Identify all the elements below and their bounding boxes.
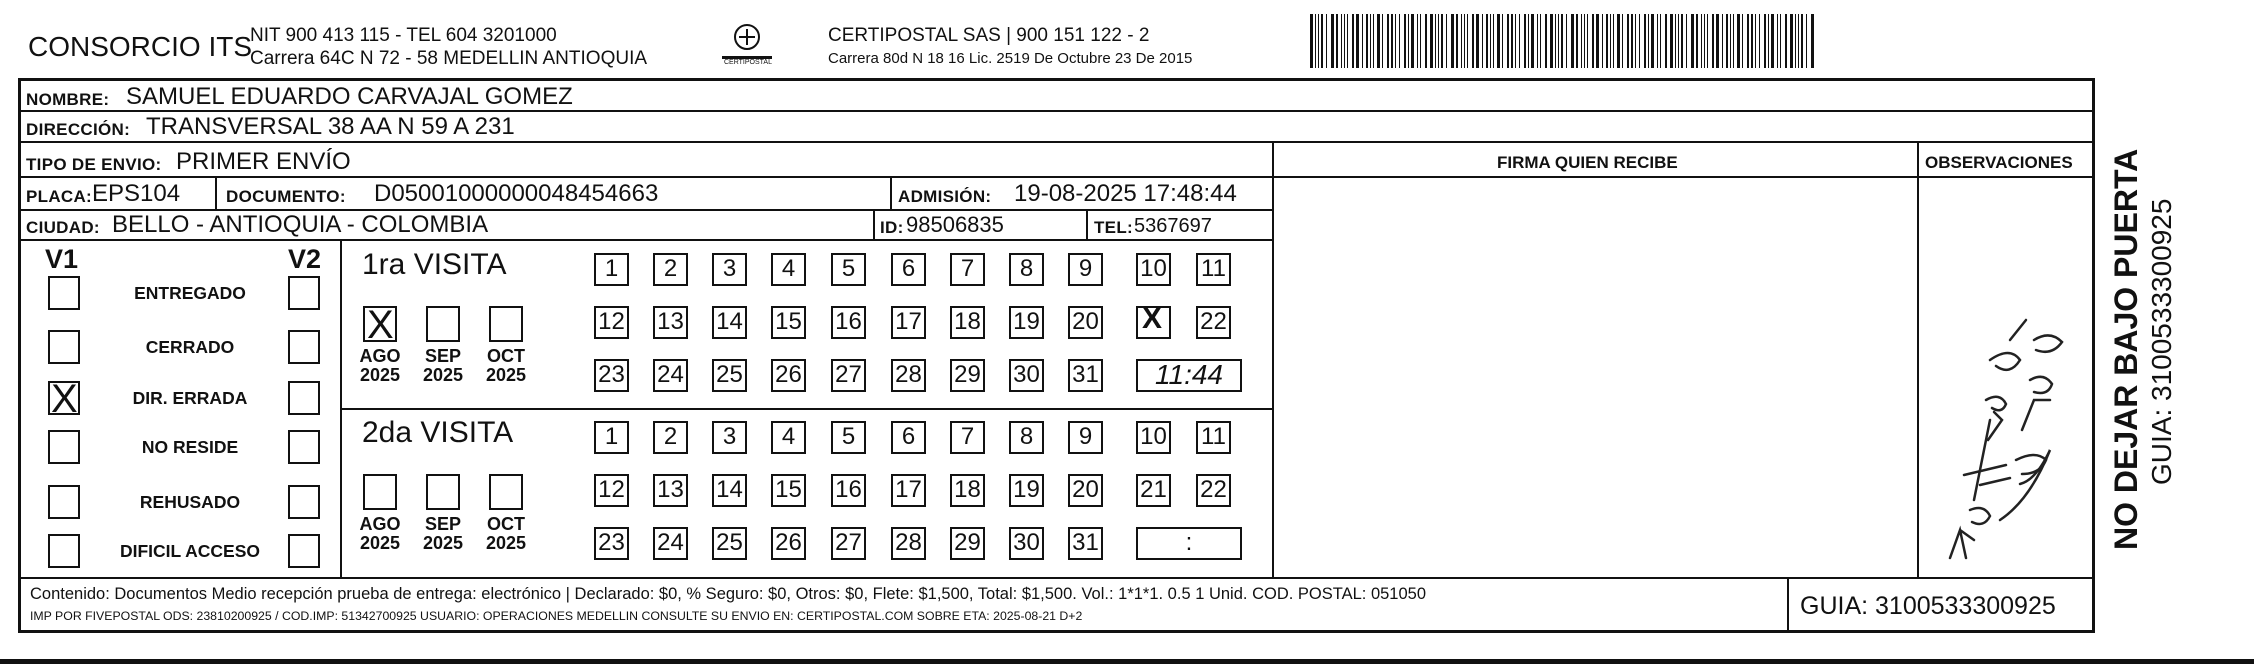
v2-checkbox[interactable] xyxy=(288,330,320,364)
footer-guia: GUIA: 3100533300925 xyxy=(1800,592,2056,620)
month-name: AGO xyxy=(359,514,401,534)
day-box[interactable]: 20 xyxy=(1068,474,1103,507)
day-box[interactable]: 20 xyxy=(1068,306,1103,339)
documento-label: DOCUMENTO: xyxy=(226,187,346,206)
id-value: 98506835 xyxy=(906,212,1004,237)
day-box[interactable]: 15 xyxy=(771,474,806,507)
divider-guia-footer xyxy=(1787,579,1789,630)
day-box[interactable]: 8 xyxy=(1009,421,1044,454)
v1-checkbox[interactable] xyxy=(48,534,80,568)
day-box[interactable]: 14 xyxy=(712,474,747,507)
day-box[interactable]: 14 xyxy=(712,306,747,339)
day-box[interactable]: 1 xyxy=(594,253,629,286)
day-box[interactable]: 24 xyxy=(653,359,688,392)
day-box[interactable]: 16 xyxy=(831,474,866,507)
ciudad-label: CIUDAD: xyxy=(26,218,100,237)
day-box[interactable]: 13 xyxy=(653,474,688,507)
day-box[interactable]: 22 xyxy=(1196,474,1231,507)
divider-tel xyxy=(1086,211,1088,239)
v2-checkbox[interactable] xyxy=(288,430,320,464)
month-checkbox[interactable] xyxy=(363,303,397,347)
certipostal-logo xyxy=(712,20,782,70)
day-box[interactable]: 26 xyxy=(771,527,806,560)
day-box[interactable]: 1 xyxy=(594,421,629,454)
day-box[interactable]: 12 xyxy=(594,306,629,339)
tipo-envio-label: TIPO DE ENVIO: xyxy=(26,155,162,174)
v2-label: V2 xyxy=(288,244,322,274)
courier-address: Carrera 80d N 18 16 Lic. 2519 De Octubre 23 De 2015 xyxy=(828,50,1193,67)
placa-label: PLACA: xyxy=(26,187,93,206)
day-box[interactable]: 6 xyxy=(891,253,926,286)
day-box[interactable]: 30 xyxy=(1009,359,1044,392)
status-label: DIR. ERRADA xyxy=(132,388,248,408)
day-box[interactable]: 17 xyxy=(891,306,926,339)
nombre-value: SAMUEL EDUARDO CARVAJAL GOMEZ xyxy=(126,83,573,110)
company-name: CONSORCIO ITS xyxy=(28,31,253,62)
month-year: 2025 xyxy=(422,532,464,553)
visit-time-field[interactable]: : xyxy=(1136,527,1242,560)
day-box[interactable]: 11 xyxy=(1196,421,1231,454)
day-mark-icon: X xyxy=(1142,302,1163,335)
day-box[interactable]: 29 xyxy=(950,359,985,392)
tel-value: 5367697 xyxy=(1134,215,1212,237)
day-box[interactable]: 5 xyxy=(831,421,866,454)
month-name: SEP xyxy=(424,346,462,366)
status-label: CERRADO xyxy=(145,337,235,357)
tel-label: TEL: xyxy=(1094,218,1133,237)
month-checkbox[interactable] xyxy=(489,306,523,342)
month-label xyxy=(476,515,536,553)
day-box[interactable]: 6 xyxy=(891,421,926,454)
day-box[interactable]: 26 xyxy=(771,359,806,392)
footer-imp: IMP POR FIVEPOSTAL ODS: 23810200925 / COD.IMP: 51342700925 USUARIO: OPERACIONES MEDELLIN CONSULTE SU ENVIO EN: CERTIPOSTAL.COM SOBRE ETA: 2025-08-21 D+2 xyxy=(30,609,1083,623)
v1-checkbox[interactable] xyxy=(48,430,80,464)
v2-checkbox[interactable] xyxy=(288,381,320,415)
day-box[interactable]: 21 xyxy=(1136,474,1171,507)
visit-time-field[interactable]: 11:44 xyxy=(1136,359,1242,392)
month-name: OCT xyxy=(487,514,525,534)
status-label: DIFICIL ACCESO xyxy=(119,541,260,561)
row-divider-2 xyxy=(18,141,2092,143)
direccion-value: TRANSVERSAL 38 AA N 59 A 231 xyxy=(146,113,515,140)
v2-checkbox[interactable] xyxy=(288,276,320,310)
v2-checkbox[interactable] xyxy=(288,534,320,568)
day-box[interactable]: 9 xyxy=(1068,421,1103,454)
month-year: 2025 xyxy=(359,532,401,553)
month-name: SEP xyxy=(424,514,462,534)
frame-left xyxy=(18,78,21,633)
day-box[interactable]: 7 xyxy=(950,421,985,454)
v2-checkbox[interactable] xyxy=(288,485,320,519)
divider-obs-left xyxy=(1917,143,1919,577)
visit-title: 2da VISITA xyxy=(362,416,514,449)
day-box[interactable]: 18 xyxy=(950,474,985,507)
day-box[interactable]: 5 xyxy=(831,253,866,286)
day-box[interactable]: 16 xyxy=(831,306,866,339)
admision-value: 19-08-2025 17:48:44 xyxy=(1014,180,1237,207)
divider-firma-left xyxy=(1272,143,1274,577)
divider-firma-header xyxy=(1274,176,2092,178)
handwriting-graphic xyxy=(1930,300,2080,570)
month-name: OCT xyxy=(487,346,525,366)
firma-header: FIRMA QUIEN RECIBE xyxy=(1497,153,1678,172)
status-label: ENTREGADO xyxy=(134,283,246,303)
observaciones-header: OBSERVACIONES xyxy=(1925,153,2073,172)
month-checkbox[interactable] xyxy=(363,474,397,510)
company-address: Carrera 64C N 72 - 58 MEDELLIN ANTIOQUIA xyxy=(250,48,648,69)
month-checkbox[interactable] xyxy=(426,474,460,510)
day-box[interactable]: 31 xyxy=(1068,527,1103,560)
day-box[interactable]: 23 xyxy=(594,359,629,392)
day-box[interactable] xyxy=(1136,302,1171,339)
placa-value: EPS104 xyxy=(92,180,181,207)
month-name: AGO xyxy=(359,346,401,366)
row-divider-1 xyxy=(18,110,2092,112)
v1-checkbox[interactable] xyxy=(48,485,80,519)
ciudad-value: BELLO - ANTIOQUIA - COLOMBIA xyxy=(112,211,489,238)
barcode xyxy=(1308,14,1820,68)
barcode-graphic xyxy=(1308,14,1820,68)
month-label xyxy=(476,347,536,385)
day-box[interactable]: 10 xyxy=(1136,421,1171,454)
day-box[interactable]: 23 xyxy=(594,527,629,560)
frame-top xyxy=(18,78,2092,81)
month-checkbox[interactable] xyxy=(426,306,460,342)
day-box[interactable]: 3 xyxy=(712,253,747,286)
month-year: 2025 xyxy=(422,364,464,385)
frame-right-main xyxy=(2092,78,2095,633)
visit-title: 1ra VISITA xyxy=(362,248,507,281)
day-box[interactable]: 27 xyxy=(831,527,866,560)
day-box[interactable]: 17 xyxy=(891,474,926,507)
admision-label: ADMISIÓN: xyxy=(898,187,992,206)
day-box[interactable]: 28 xyxy=(891,527,926,560)
month-label xyxy=(350,347,410,385)
day-box[interactable]: 3 xyxy=(712,421,747,454)
month-checkbox[interactable] xyxy=(489,474,523,510)
frame-bottom xyxy=(18,630,2095,633)
divider-placa xyxy=(215,178,217,209)
page-bottom-rule xyxy=(0,659,2254,664)
day-box[interactable]: 31 xyxy=(1068,359,1103,392)
day-box[interactable]: 11 xyxy=(1196,253,1231,286)
logo-text: CERTIPOSTAL xyxy=(724,59,772,66)
row-divider-footer xyxy=(18,577,2092,579)
day-box[interactable]: 19 xyxy=(1009,306,1044,339)
courier-name: CERTIPOSTAL SAS | 900 151 122 - 2 xyxy=(828,25,1150,46)
day-box[interactable]: 13 xyxy=(653,306,688,339)
direccion-label: DIRECCIÓN: xyxy=(26,120,131,139)
observaciones-handwriting xyxy=(1930,300,2080,570)
v1-checkbox[interactable] xyxy=(48,276,80,310)
month-year: 2025 xyxy=(485,532,527,553)
day-box[interactable]: 25 xyxy=(712,527,747,560)
company-nit: NIT 900 413 115 - TEL 604 3201000 xyxy=(250,25,557,46)
row-divider-5 xyxy=(18,239,1274,241)
day-box[interactable]: 2 xyxy=(653,421,688,454)
day-box[interactable]: 27 xyxy=(831,359,866,392)
day-box[interactable]: 30 xyxy=(1009,527,1044,560)
check-mark-icon: X xyxy=(367,303,394,347)
day-box[interactable]: 15 xyxy=(771,306,806,339)
v1-checkbox[interactable] xyxy=(48,377,80,421)
id-label: ID: xyxy=(880,218,904,237)
month-label xyxy=(413,347,473,385)
status-label: NO RESIDE xyxy=(141,437,239,457)
day-box[interactable]: 4 xyxy=(771,421,806,454)
day-box[interactable]: 2 xyxy=(653,253,688,286)
day-box[interactable]: 4 xyxy=(771,253,806,286)
documento-value: D05001000000048454663 xyxy=(374,180,659,207)
day-box[interactable]: 9 xyxy=(1068,253,1103,286)
day-box[interactable]: 7 xyxy=(950,253,985,286)
divider-id xyxy=(873,211,875,239)
side-no-dejar: NO DEJAR BAJO PUERTA xyxy=(2108,148,2144,550)
day-box[interactable]: 12 xyxy=(594,474,629,507)
day-box[interactable]: 24 xyxy=(653,527,688,560)
day-box[interactable]: 8 xyxy=(1009,253,1044,286)
side-guia: GUIA: 3100533300925 xyxy=(2146,198,2177,485)
check-mark-icon: X xyxy=(51,377,78,421)
month-label xyxy=(413,515,473,553)
month-year: 2025 xyxy=(359,364,401,385)
month-year: 2025 xyxy=(485,364,527,385)
month-label xyxy=(350,515,410,553)
divider-visits-mid xyxy=(340,408,1272,410)
day-box[interactable]: 28 xyxy=(891,359,926,392)
nombre-label: NOMBRE: xyxy=(26,90,110,109)
day-box[interactable]: 19 xyxy=(1009,474,1044,507)
status-label: REHUSADO xyxy=(139,492,241,512)
v1-label: V1 xyxy=(45,244,79,274)
v1-checkbox[interactable] xyxy=(48,330,80,364)
day-box[interactable]: 25 xyxy=(712,359,747,392)
footer-contenido: Contenido: Documentos Medio recepción prueba de entrega: electrónico | Declarado: $0, % Seguro: $0, Otros: $0, Flete: $1,500, Total: $1,500. Vol.: 1*1*1. 0.5 1 Unid. COD. POSTAL: 051050 xyxy=(30,585,1427,603)
day-box[interactable]: 29 xyxy=(950,527,985,560)
tipo-envio-value: PRIMER ENVÍO xyxy=(176,148,351,175)
day-box[interactable]: 22 xyxy=(1196,306,1231,339)
divider-admision xyxy=(890,178,892,209)
day-box[interactable]: 10 xyxy=(1136,253,1171,286)
day-box[interactable]: 18 xyxy=(950,306,985,339)
